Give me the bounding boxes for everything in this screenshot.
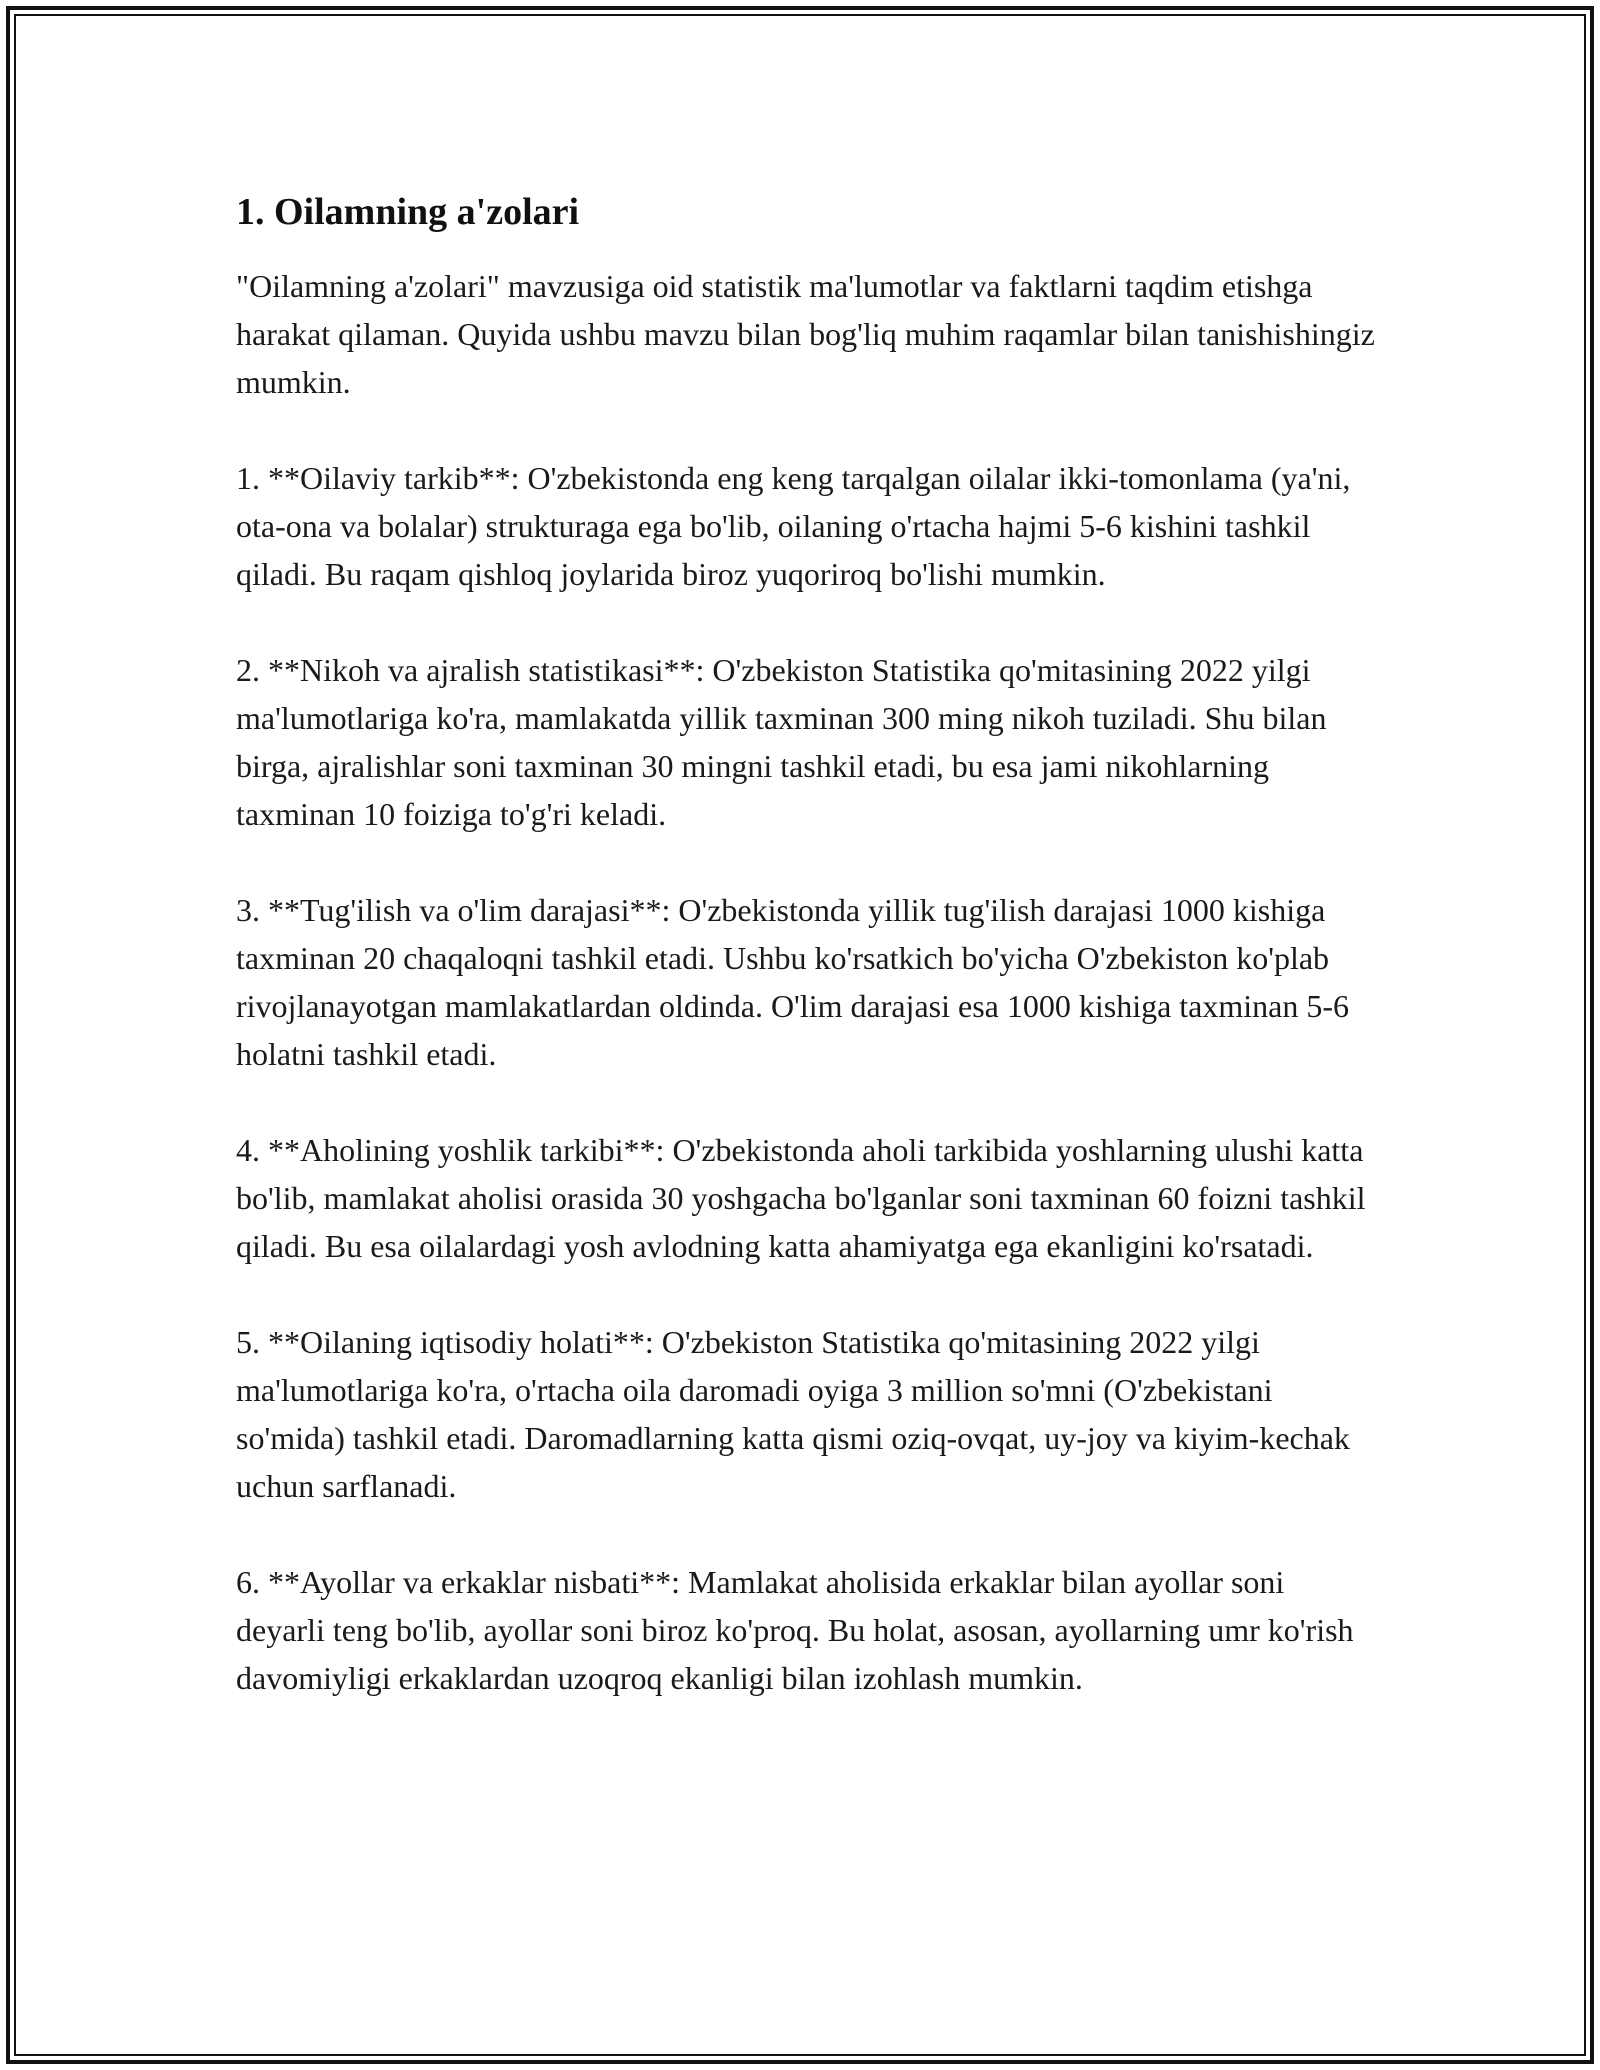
document-title: 1. Oilamning a'zolari bbox=[236, 191, 580, 233]
list-item-youth-composition: 4. **Aholining yoshlik tarkibi**: O'zbekistonda aholi tarkibida yoshlarning ulushi katta bo'lib, mamlakat aholisi orasida 30 yoshgacha bo'lganlar soni taxminan 60 foizni tashkil qiladi. Bu esa oilalardagi yosh avlodning katta ahamiyatga ega ekanligini ko'rsatadi. bbox=[236, 1132, 1366, 1264]
list-item-family-structure: 1. **Oilaviy tarkib**: O'zbekistonda eng keng tarqalgan oilalar ikki-tomonlama (ya'ni, ota-ona va bolalar) strukturaga ega bo'lib, oilaning o'rtacha hajmi 5-6 kishini tashkil qiladi. Bu raqam qishloq joylarida biroz yuqoriroq bo'lishi mumkin. bbox=[236, 460, 1351, 592]
list-item-birth-death-rate: 3. **Tug'ilish va o'lim darajasi**: O'zbekistonda yillik tug'ilish darajasi 1000 kishiga taxminan 20 chaqaloqni tashkil etadi. Ushbu ko'rsatkich bo'yicha O'zbekiston ko'plab rivojlanayotgan mamlakatlardan oldinda. O'lim darajasi esa 1000 kishiga taxminan 5-6 holatni tashkil etadi. bbox=[236, 892, 1350, 1072]
document-body bbox=[236, 186, 1376, 1750]
intro-paragraph: "Oilamning a'zolari" mavzusiga oid statistik ma'lumotlar va faktlarni taqdim etishga harakat qilaman. Quyida ushbu mavzu bilan bog'liq muhim raqamlar bilan tanishishingiz mumkin. bbox=[236, 268, 1375, 400]
list-item-economic-status: 5. **Oilaning iqtisodiy holati**: O'zbekiston Statistika qo'mitasining 2022 yilgi ma'lumotlariga ko'ra, o'rtacha oila daromadi oyiga 3 million so'mni (O'zbekistani so'mida) tashkil etadi. Daromadlarning katta qismi oziq-ovqat, uy-joy va kiyim-kechak uchun sarflanadi. bbox=[236, 1324, 1350, 1504]
list-item-gender-ratio: 6. **Ayollar va erkaklar nisbati**: Mamlakat aholisida erkaklar bilan ayollar soni deyarli teng bo'lib, ayollar soni biroz ko'proq. Bu holat, asosan, ayollarning umr ko'rish davomiyligi erkaklardan uzoqroq ekanligi bilan izohlash mumkin. bbox=[236, 1564, 1354, 1696]
list-item-marriage-divorce: 2. **Nikoh va ajralish statistikasi**: O'zbekiston Statistika qo'mitasining 2022 yilgi ma'lumotlariga ko'ra, mamlakatda yillik taxminan 300 ming nikoh tuziladi. Shu bilan birga, ajralishlar soni taxminan 30 mingni tashkil etadi, bu esa jami nikohlarning taxminan 10 foiziga to'g'ri keladi. bbox=[236, 652, 1327, 832]
